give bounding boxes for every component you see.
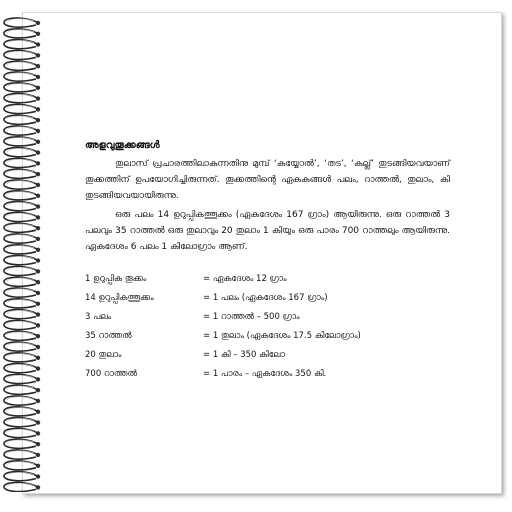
unit-cell: 700 റാത്തൽ [85,368,137,379]
spiral-ring [4,212,40,221]
table-row [85,307,450,326]
unit-cell: 20 തുലാം [85,349,122,360]
spiral-ring [4,50,40,59]
spiral-ring [4,353,40,362]
table-row [85,269,450,288]
spiral-ring [4,266,40,275]
value-cell: = 1 പാരം – ഏകദേശം 350 കി. [203,368,327,379]
spiral-ring [4,482,40,491]
spiral-ring [4,234,40,243]
spiral-ring [4,472,40,481]
unit-cell: 35 റാത്തൽ [85,330,132,341]
spiral-ring [4,180,40,189]
spiral-ring [4,169,40,178]
spiral-ring [4,202,40,211]
spiral-ring [4,245,40,254]
spiral-ring [4,439,40,448]
spiral-ring [4,374,40,383]
spiral-ring [4,461,40,470]
value-cell: = ഏകദേശം 12 ഗ്രാം [203,273,287,284]
spiral-ring [4,29,40,38]
table-row [85,326,450,345]
spiral-ring [4,191,40,200]
conversion-table [85,269,450,383]
spiral-ring [4,223,40,232]
section-heading: അളവുതൂക്കങ്ങൾ [85,140,160,151]
spiral-ring [4,104,40,113]
unit-cell: 3 പലം [85,311,112,322]
spiral-binding [0,14,46,492]
value-cell: = 1 കി – 350 കിലോ [203,349,285,360]
spiral-ring [4,288,40,297]
spiral-ring [4,126,40,135]
value-cell: = 1 റാത്തൽ – 500 ഗ്രാം [203,311,300,322]
spiral-ring [4,94,40,103]
spiral-ring [4,450,40,459]
spiral-ring [4,385,40,394]
spiral-ring [4,277,40,286]
spiral-ring [4,72,40,81]
spiral-ring [4,418,40,427]
spiral-ring [4,148,40,157]
spiral-ring [4,364,40,373]
spiral-ring [4,40,40,49]
spiral-ring [4,428,40,437]
spiral-ring [4,61,40,70]
spiral-ring [4,299,40,308]
spiral-ring [4,331,40,340]
spiral-ring [4,256,40,265]
unit-cell: 14 ഉറുപ്പികത്തൂക്കം [85,292,154,303]
page-content [85,140,450,383]
table-row [85,364,450,383]
spiral-ring [4,115,40,124]
spiral-ring [4,407,40,416]
spiral-ring [4,320,40,329]
spiral-ring [4,18,40,27]
spiral-ring [4,342,40,351]
paragraph-2: ഒരു പലം 14 ഉറുപ്പികത്തൂക്കം (ഏകദേശം 167 ഗ്രാം) ആയിരുന്നു. ഒരു റാത്തൽ 3 പലവും 35 റാത്തൽ ഒരു തുലാവും 20 തുലാം 1 കിയും ഒരു പാരം 700 റാത്തലും ആയിരുന്നു. ഏകദേശം 6 പലം 1 കിലോഗ്രാം ആണ്. [85,210,450,252]
spiral-ring [4,158,40,167]
spiral-ring [4,310,40,319]
table-row [85,345,450,364]
table-row [85,288,450,307]
spiral-ring [4,137,40,146]
value-cell: = 1 പലം (ഏകദേശം 167 ഗ്രാം) [203,292,328,303]
spiral-ring [4,83,40,92]
unit-cell: 1 ഉറുപ്പിക തൂക്കം [85,273,147,284]
spiral-ring [4,396,40,405]
paragraph-1: തുലാസ് പ്രചാരത്തിലാകുന്നതിനു മുമ്പ് ‘കയ്യോൽ’, ‘തട’, ‘കല്ല്’ തുടങ്ങിയവയാണ് തൂക്കത്തിന് ഉപയോഗിച്ചിരുന്നത്. തൂക്കത്തിന്റെ ഏകകങ്ങൾ പലം, റാത്തൽ, തുലാം, കി തുടങ്ങിയവയായിരുന്നു. [85,159,450,201]
value-cell: = 1 തുലാം (ഏകദേശം 17.5 കിലോഗ്രാം) [203,330,361,341]
